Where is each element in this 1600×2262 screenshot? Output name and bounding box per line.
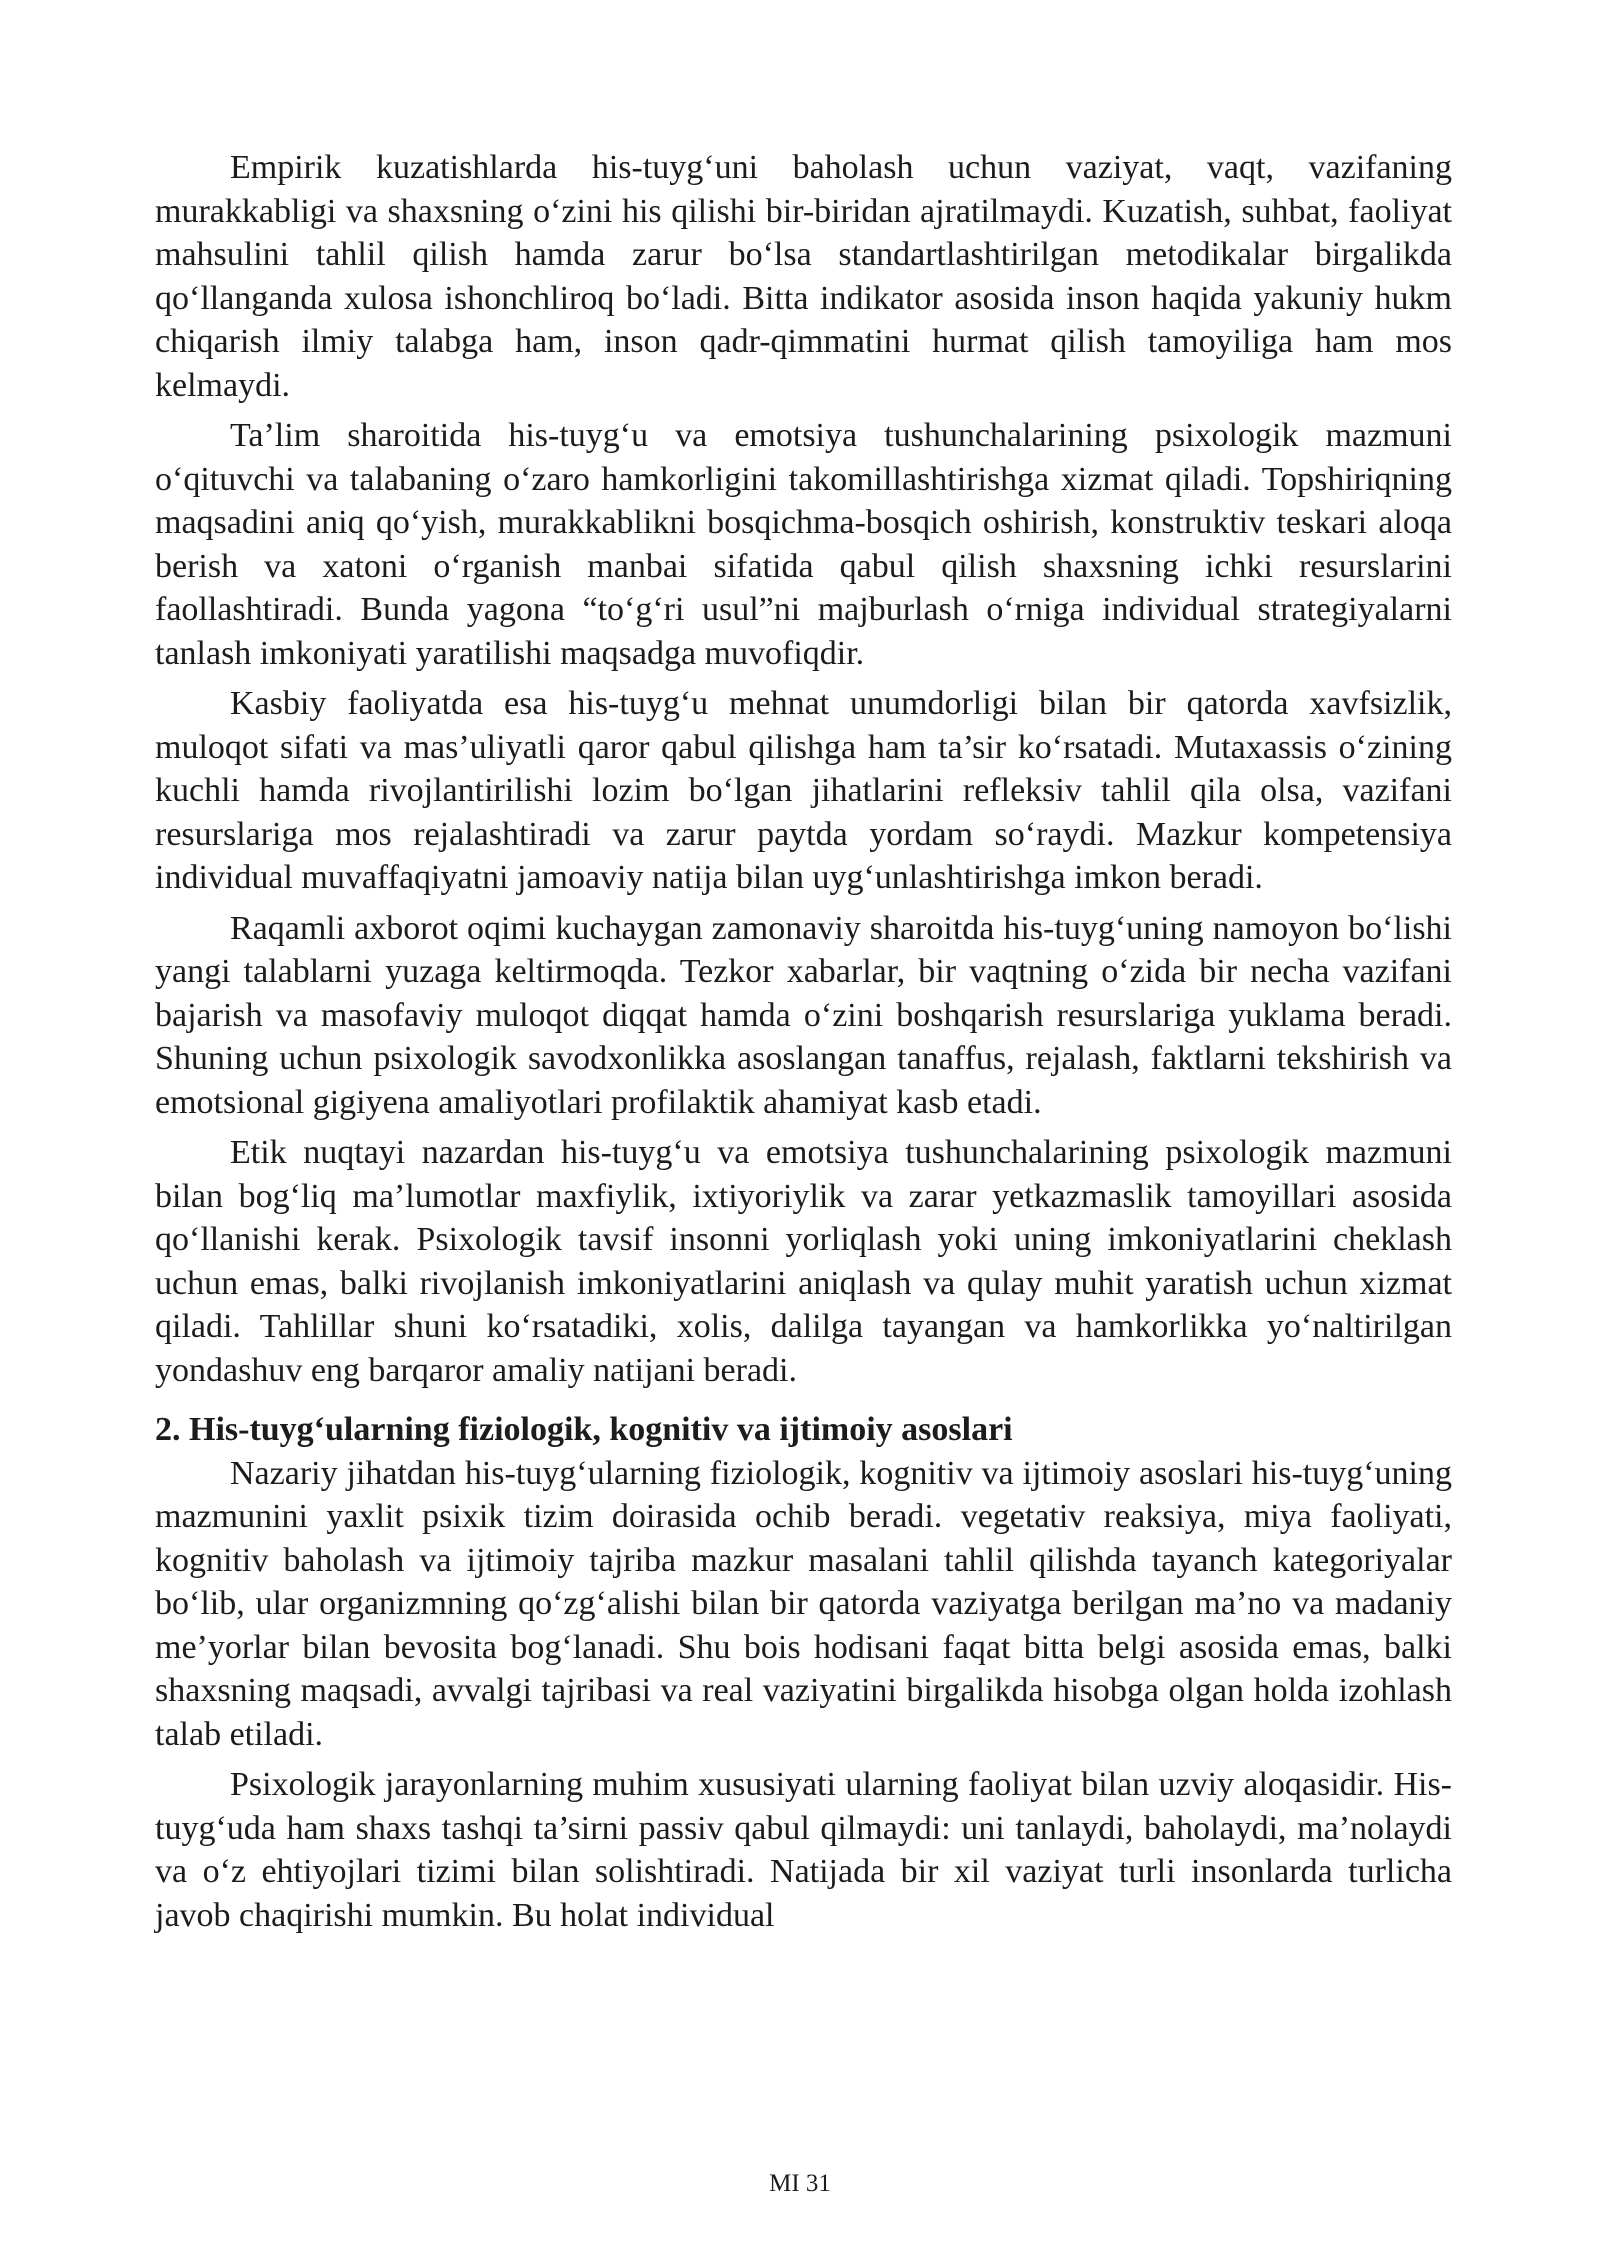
page-number: MI 31	[769, 2170, 831, 2197]
paragraph: Nazariy jihatdan his-tuyg‘ularning fiziologik, kognitiv va ijtimoiy asoslari his-tuyg‘uning mazmunini yaxlit psixik tizim doirasida ochib beradi. vegetativ reaksiya, miya faoliyati, kognitiv baholash va ijtimoiy tajriba mazkur masalani tahlil qilishda tayanch kategoriyalar bo‘lib, ular organizmning qo‘zg‘alishi bilan bir qatorda vaziyatga berilgan ma’no va madaniy me’yorlar bilan bevosita bog‘lanadi. Shu bois hodisani faqat bitta belgi asosida emas, balki shaxsning maqsadi, avvalgi tajribasi va real vaziyatini birgalikda hisobga olgan holda izohlash talab etiladi.	[155, 1454, 1452, 1753]
section-heading: 2. His-tuyg‘ularning fiziologik, kognitiv va ijtimoiy asoslari	[155, 1411, 1013, 1448]
paragraph: Empirik kuzatishlarda his-tuyg‘uni baholash uchun vaziyat, vaqt, vazifaning murakkabligi va shaxsning o‘zini his qilishi bir-biridan ajratilmaydi. Kuzatish, suhbat, faoliyat mahsulini tahlil qilish hamda zarur bo‘lsa standartlashtirilgan metodikalar birgalikda qo‘llanganda xulosa ishonchliroq bo‘ladi. Bitta indikator asosida inson haqida yakuniy hukm chiqarish ilmiy talabga ham, inson qadr-qimmatini hurmat qilish tamoyiliga ham mos kelmaydi.	[155, 149, 1452, 404]
body-text	[155, 146, 1452, 1944]
paragraph: Etik nuqtayi nazardan his-tuyg‘u va emotsiya tushunchalarining psixologik mazmuni bilan bog‘liq ma’lumotlar maxfiylik, ixtiyoriylik va zarar yetkazmaslik tamoyillari asosida qo‘llanishi kerak. Psixologik tavsif insonni yorliqlash yoki uning imkoniyatlarini cheklash uchun emas, balki rivojlanish imkoniyatlarini aniqlash va qulay muhit yaratish uchun xizmat qiladi. Tahlillar shuni ko‘rsatadiki, xolis, dalilga tayangan va hamkorlikka yo‘naltirilgan yondashuv eng barqaror amaliy natijani beradi.	[155, 1134, 1452, 1389]
paragraph: Kasbiy faoliyatda esa his-tuyg‘u mehnat unumdorligi bilan bir qatorda xavfsizlik, muloqot sifati va mas’uliyatli qaror qabul qilishga ham ta’sir ko‘rsatadi. Mutaxassis o‘zining kuchli hamda rivojlantirilishi lozim bo‘lgan jihatlarini refleksiv tahlil qila olsa, vazifani resurslariga mos rejalashtiradi va zarur paytda yordam so‘raydi. Mazkur kompetensiya individual muvaffaqiyatni jamoaviy natija bilan uyg‘unlashtirishga imkon beradi.	[155, 685, 1452, 896]
paragraph: Psixologik jarayonlarning muhim xususiyati ularning faoliyat bilan uzviy aloqasidir. His-tuyg‘uda ham shaxs tashqi ta’sirni passiv qabul qilmaydi: uni tanlaydi, baholaydi, ma’nolaydi va o‘z ehtiyojlari tizimi bilan solishtiradi. Natijada bir xil vaziyat turli insonlarda turlicha javob chaqirishi mumkin. Bu holat individual	[155, 1766, 1452, 1934]
paragraph: Ta’lim sharoitida his-tuyg‘u va emotsiya tushunchalarining psixologik mazmuni o‘qituvchi va talabaning o‘zaro hamkorligini takomillashtirishga xizmat qiladi. Topshiriqning maqsadini aniq qo‘yish, murakkablikni bosqichma-bosqich oshirish, konstruktiv teskari aloqa berish va xatoni o‘rganish manbai sifatida qabul qilish shaxsning ichki resurslarini faollashtiradi. Bunda yagona “to‘g‘ri usul”ni majburlash o‘rniga individual strategiyalarni tanlash imkoniyati yaratilishi maqsadga muvofiqdir.	[155, 417, 1452, 672]
paragraph: Raqamli axborot oqimi kuchaygan zamonaviy sharoitda his-tuyg‘uning namoyon bo‘lishi yangi talablarni yuzaga keltirmoqda. Tezkor xabarlar, bir vaqtning o‘zida bir necha vazifani bajarish va masofaviy muloqot diqqat hamda o‘zini boshqarish resurslariga yuklama beradi. Shuning uchun psixologik savodxonlikka asoslangan tanaffus, rejalash, faktlarni tekshirish va emotsional gigiyena amaliyotlari profilaktik ahamiyat kasb etadi.	[155, 909, 1452, 1121]
